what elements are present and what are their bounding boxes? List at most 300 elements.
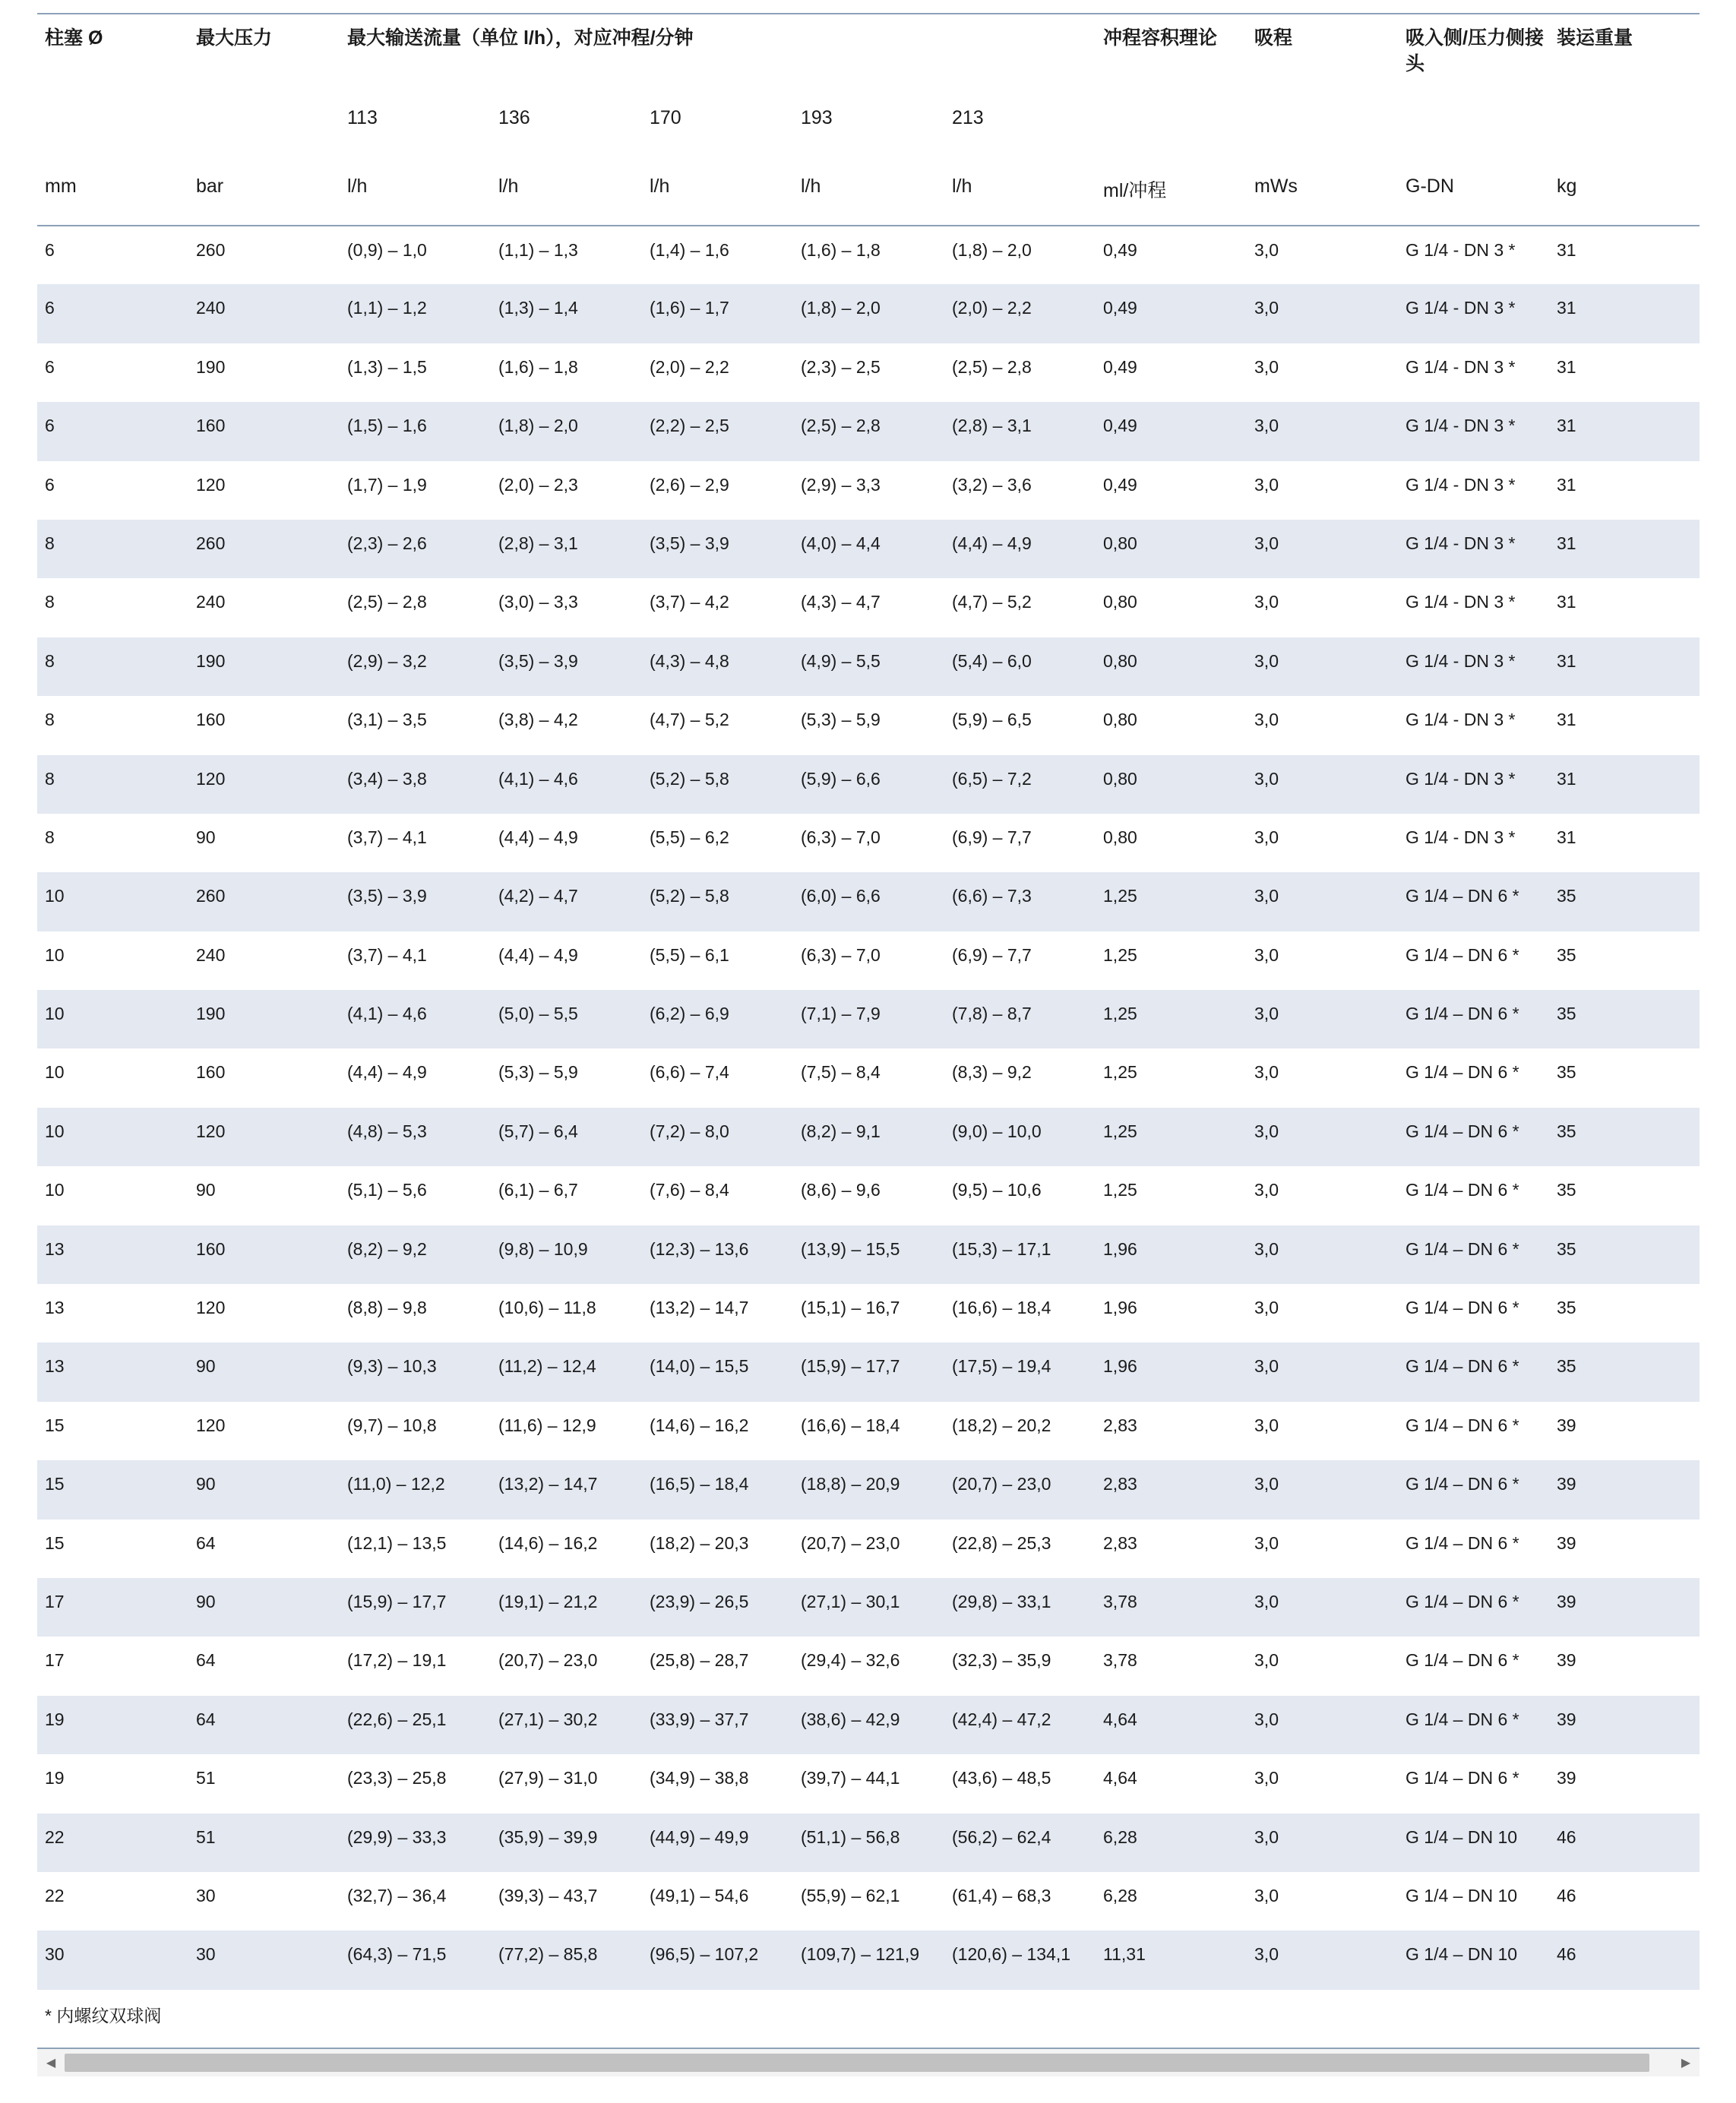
table-cell: 10 <box>45 1062 65 1083</box>
table-row <box>37 696 1700 754</box>
table-cell: (2,3) – 2,5 <box>801 356 881 377</box>
table-row <box>37 1225 1700 1284</box>
table-cell: (19,1) – 21,2 <box>491 1578 642 1637</box>
table-row <box>37 1402 1700 1460</box>
table-cell: G 1/4 – DN 6 * <box>1398 1460 1549 1519</box>
table-cell: 3,0 <box>1247 872 1398 931</box>
table-cell: (29,4) – 32,6 <box>801 1650 900 1671</box>
header-stroke-170: 170 <box>650 107 681 128</box>
table-cell: 6,28 <box>1103 1885 1137 1905</box>
table-cell: (23,9) – 26,5 <box>642 1578 793 1637</box>
table-cell: (5,1) – 5,6 <box>347 1180 427 1200</box>
header-stroke-193: 193 <box>801 107 833 128</box>
table-cell: 3,0 <box>1247 520 1398 578</box>
table-cell: 3,0 <box>1254 1532 1279 1553</box>
table-cell: G 1/4 – DN 6 * <box>1406 1532 1519 1553</box>
table-cell: 0,80 <box>1096 755 1247 814</box>
table-cell: 3,0 <box>1247 990 1398 1048</box>
header-max-flow: 最大输送流量（单位 l/h），对应冲程/分钟 <box>347 27 694 49</box>
table-cell: 35 <box>1557 1180 1576 1200</box>
table-cell: (13,9) – 15,5 <box>793 1225 944 1284</box>
table-cell: (3,8) – 4,2 <box>498 710 578 730</box>
table-cell: G 1/4 – DN 10 <box>1398 1931 1549 1989</box>
table-cell: (2,5) – 2,8 <box>793 402 944 460</box>
table-cell: 51 <box>196 1768 216 1788</box>
table-cell: 46 <box>1549 1814 1700 1872</box>
table-cell: 0,49 <box>1103 474 1137 495</box>
table-body <box>37 226 1700 1990</box>
table-cell: 35 <box>1557 1062 1576 1083</box>
table-cell: G 1/4 - DN 3 * <box>1398 284 1549 343</box>
table-cell: G 1/4 – DN 6 * <box>1398 1342 1549 1401</box>
table-cell: (3,1) – 3,5 <box>347 710 427 730</box>
table-cell: 13 <box>37 1342 188 1401</box>
table-cell: 10 <box>37 872 188 931</box>
table-cell: (9,7) – 10,8 <box>347 1415 437 1435</box>
table-cell: (4,1) – 4,6 <box>491 755 642 814</box>
table-row <box>37 284 1700 343</box>
table-cell: 17 <box>37 1578 188 1637</box>
table-cell: (5,5) – 6,2 <box>650 827 729 847</box>
table-cell: (1,5) – 1,6 <box>340 402 491 460</box>
table-cell: G 1/4 – DN 6 * <box>1406 1768 1519 1788</box>
table-cell: (3,7) – 4,1 <box>347 944 427 965</box>
table-cell: (8,6) – 9,6 <box>801 1180 881 1200</box>
table-cell: 190 <box>196 356 226 377</box>
table-cell: (13,2) – 14,7 <box>491 1460 642 1519</box>
table-cell: (55,9) – 62,1 <box>801 1885 900 1905</box>
unit-cell: G-DN <box>1398 166 1549 226</box>
table-cell: 1,25 <box>1103 1180 1137 1200</box>
table-cell: 31 <box>1557 474 1576 495</box>
unit-cell: l/h <box>491 166 642 226</box>
table-cell: (5,3) – 5,9 <box>801 710 881 730</box>
table-cell: 3,0 <box>1254 1415 1279 1435</box>
table-cell: 10 <box>37 1108 188 1166</box>
table-cell: (8,2) – 9,2 <box>340 1225 491 1284</box>
table-cell: 240 <box>196 944 226 965</box>
table-cell: (44,9) – 49,9 <box>642 1814 793 1872</box>
table-cell: 120 <box>196 474 226 495</box>
table-cell: 22 <box>45 1885 65 1905</box>
table-cell: 15 <box>45 1532 65 1553</box>
table-cell: (8,2) – 9,1 <box>793 1108 944 1166</box>
table-cell: (11,6) – 12,9 <box>498 1415 596 1435</box>
table-cell: 39 <box>1549 1578 1700 1637</box>
table-cell: 3,0 <box>1254 1298 1279 1318</box>
table-cell: (64,3) – 71,5 <box>340 1931 491 1989</box>
table-cell: 11,31 <box>1096 1931 1247 1989</box>
table-cell: 2,83 <box>1103 1415 1137 1435</box>
table-cell: 19 <box>37 1696 188 1754</box>
table-row <box>37 578 1700 637</box>
table-cell: 6 <box>45 474 55 495</box>
table-cell: 0,49 <box>1096 402 1247 460</box>
table-cell: 1,25 <box>1096 990 1247 1048</box>
table-cell: (4,0) – 4,4 <box>793 520 944 578</box>
table-cell: (11,0) – 12,2 <box>340 1460 491 1519</box>
table-cell: 17 <box>45 1650 65 1671</box>
scroll-right-icon[interactable]: ▶ <box>1681 2056 1691 2070</box>
table-row <box>37 1108 1700 1166</box>
table-cell: 3,0 <box>1247 1814 1398 1872</box>
header-stroke-213: 213 <box>952 107 984 128</box>
table-cell: (22,6) – 25,1 <box>340 1696 491 1754</box>
table-cell: G 1/4 - DN 3 * <box>1398 637 1549 696</box>
table-cell: 19 <box>45 1768 65 1788</box>
table-cell: (35,9) – 39,9 <box>491 1814 642 1872</box>
table-cell: G 1/4 - DN 3 * <box>1406 592 1516 612</box>
table-cell: (16,6) – 18,4 <box>801 1415 900 1435</box>
table-row <box>37 1754 1700 1813</box>
table-cell: 3,0 <box>1254 1062 1279 1083</box>
table-cell: G 1/4 - DN 3 * <box>1406 710 1516 730</box>
table-cell: (51,1) – 56,8 <box>793 1814 944 1872</box>
table-cell: 1,25 <box>1096 872 1247 931</box>
table-cell: 31 <box>1549 755 1700 814</box>
table-cell: (5,0) – 5,5 <box>491 990 642 1048</box>
table-cell: (2,8) – 3,1 <box>491 520 642 578</box>
table-cell: 31 <box>1557 710 1576 730</box>
table-cell: 0,80 <box>1096 637 1247 696</box>
table-cell: (6,5) – 7,2 <box>944 755 1096 814</box>
table-cell: G 1/4 – DN 10 <box>1406 1885 1518 1905</box>
table-cell: (18,2) – 20,3 <box>650 1532 749 1553</box>
header-connection: 吸入侧/压力侧接头 <box>1406 27 1544 74</box>
table-cell: 160 <box>188 402 340 460</box>
table-cell: (42,4) – 47,2 <box>944 1696 1096 1754</box>
table-cell: 0,49 <box>1096 284 1247 343</box>
table-row <box>37 343 1700 402</box>
table-cell: (10,6) – 11,8 <box>498 1298 596 1318</box>
table-cell: (5,4) – 6,0 <box>944 637 1096 696</box>
table-cell: 22 <box>37 1814 188 1872</box>
table-cell: (20,7) – 23,0 <box>944 1460 1096 1519</box>
table-cell: 39 <box>1557 1768 1576 1788</box>
table-cell: (25,8) – 28,7 <box>650 1650 749 1671</box>
table-cell: 6 <box>37 284 188 343</box>
table-cell: 3,0 <box>1254 710 1279 730</box>
table-cell: (3,2) – 3,6 <box>952 474 1032 495</box>
table-cell: (2,9) – 3,3 <box>801 474 881 495</box>
table-cell: (2,8) – 3,1 <box>944 402 1096 460</box>
table-cell: 120 <box>196 1415 226 1435</box>
table-cell: (16,6) – 18,4 <box>952 1298 1051 1318</box>
table-row <box>37 1460 1700 1519</box>
table-cell: (11,2) – 12,4 <box>491 1342 642 1401</box>
table-cell: 30 <box>196 1885 216 1905</box>
table-cell: 3,0 <box>1247 1931 1398 1989</box>
table-cell: 3,0 <box>1247 1225 1398 1284</box>
table-cell: (14,6) – 16,2 <box>498 1532 598 1553</box>
table-cell: (6,9) – 7,7 <box>952 827 1032 847</box>
table-cell: (12,1) – 13,5 <box>347 1532 447 1553</box>
table-cell: G 1/4 - DN 3 * <box>1406 356 1516 377</box>
unit-cell: l/h <box>642 166 793 226</box>
table-cell: (1,8) – 2,0 <box>952 240 1032 260</box>
unit-cell: mm <box>37 166 188 226</box>
table-cell: 2,83 <box>1103 1532 1137 1553</box>
table-cell: (2,0) – 2,3 <box>498 474 578 495</box>
table-cell: (32,7) – 36,4 <box>347 1885 447 1905</box>
table-cell: 1,96 <box>1096 1342 1247 1401</box>
unit-cell: ml/冲程 <box>1096 166 1247 226</box>
table-cell: 160 <box>188 1225 340 1284</box>
table-cell: (14,0) – 15,5 <box>642 1342 793 1401</box>
table-cell: (4,1) – 4,6 <box>340 990 491 1048</box>
table-cell: 39 <box>1549 1460 1700 1519</box>
table-cell: G 1/4 – DN 10 <box>1398 1814 1549 1872</box>
table-cell: 13 <box>45 1298 65 1318</box>
table-cell: 10 <box>45 1180 65 1200</box>
table-cell: 31 <box>1557 592 1576 612</box>
table-cell: (4,7) – 5,2 <box>952 592 1032 612</box>
table-cell: 31 <box>1557 827 1576 847</box>
table-cell: (16,5) – 18,4 <box>642 1460 793 1519</box>
table-cell: 3,0 <box>1254 1885 1279 1905</box>
table-cell: (7,2) – 8,0 <box>642 1108 793 1166</box>
table-cell: 15 <box>45 1415 65 1435</box>
table-cell: (4,4) – 4,9 <box>498 944 578 965</box>
table-cell: (8,3) – 9,2 <box>952 1062 1032 1083</box>
table-cell: G 1/4 – DN 6 * <box>1398 1696 1549 1754</box>
table-row <box>37 931 1700 990</box>
header-stroke-136: 136 <box>498 107 530 128</box>
table-row <box>37 1048 1700 1107</box>
table-cell: 1,25 <box>1103 944 1137 965</box>
table-cell: 31 <box>1549 402 1700 460</box>
table-cell: (6,3) – 7,0 <box>801 944 881 965</box>
scrollbar-thumb[interactable] <box>65 2054 1649 2072</box>
table-cell: (20,7) – 23,0 <box>801 1532 900 1553</box>
table-cell: 46 <box>1557 1885 1576 1905</box>
table-cell: (120,6) – 134,1 <box>944 1931 1096 1989</box>
table-cell: (5,9) – 6,5 <box>952 710 1032 730</box>
table-cell: 120 <box>188 1108 340 1166</box>
unit-cell: kg <box>1549 166 1700 226</box>
table-cell: (6,2) – 6,9 <box>642 990 793 1048</box>
table-cell: 31 <box>1549 520 1700 578</box>
table-cell: 3,78 <box>1096 1578 1247 1637</box>
table-cell: (6,6) – 7,4 <box>650 1062 729 1083</box>
table-cell: 64 <box>196 1532 216 1553</box>
unit-cell: l/h <box>944 166 1096 226</box>
table-cell: 260 <box>188 872 340 931</box>
table-cell: (77,2) – 85,8 <box>491 1931 642 1989</box>
table-cell: (12,3) – 13,6 <box>642 1225 793 1284</box>
table-cell: (9,3) – 10,3 <box>340 1342 491 1401</box>
table-cell: 35 <box>1549 1108 1700 1166</box>
table-cell: 3,0 <box>1247 284 1398 343</box>
table-cell: 3,0 <box>1254 356 1279 377</box>
table-cell: 35 <box>1557 944 1576 965</box>
table-cell: (4,4) – 4,9 <box>944 520 1096 578</box>
table-cell: 3,0 <box>1254 592 1279 612</box>
table-cell: 120 <box>188 755 340 814</box>
table-cell: 260 <box>196 240 226 260</box>
table-cell: (1,4) – 1,6 <box>650 240 729 260</box>
table-cell: (109,7) – 121,9 <box>793 1931 944 1989</box>
table-cell: (49,1) – 54,6 <box>650 1885 749 1905</box>
table-cell: G 1/4 – DN 6 * <box>1398 990 1549 1048</box>
table-cell: 8 <box>37 637 188 696</box>
table-row <box>37 637 1700 696</box>
table-cell: 3,0 <box>1254 827 1279 847</box>
table-cell: (1,7) – 1,9 <box>347 474 427 495</box>
table-cell: 13 <box>37 1225 188 1284</box>
table-cell: 3,0 <box>1254 1180 1279 1200</box>
table-cell: (4,2) – 4,7 <box>491 872 642 931</box>
table-cell: 190 <box>188 637 340 696</box>
footnote: * 内螺纹双球阀 <box>45 2005 162 2026</box>
table-cell: (5,2) – 5,8 <box>642 872 793 931</box>
table-row <box>37 990 1700 1048</box>
table-cell: G 1/4 - DN 3 * <box>1406 474 1516 495</box>
table-cell: 39 <box>1557 1415 1576 1435</box>
table-cell: 1,25 <box>1103 1062 1137 1083</box>
table-cell: 0,80 <box>1103 592 1137 612</box>
table-cell: 64 <box>188 1696 340 1754</box>
table-cell: (2,5) – 2,8 <box>347 592 427 612</box>
table-cell: 39 <box>1557 1650 1576 1671</box>
table-cell: (0,9) – 1,0 <box>347 240 427 260</box>
table-row <box>37 1931 1700 1989</box>
table-cell: 6 <box>45 240 55 260</box>
table-cell: 160 <box>196 710 226 730</box>
table-cell: (1,3) – 1,4 <box>491 284 642 343</box>
table-row <box>37 814 1700 872</box>
data-table-container <box>37 13 1700 2076</box>
unit-cell: l/h <box>340 166 491 226</box>
table-cell: (3,5) – 3,9 <box>340 872 491 931</box>
table-cell: (2,5) – 2,8 <box>952 356 1032 377</box>
table-cell: 3,78 <box>1103 1650 1137 1671</box>
table-cell: 8 <box>45 592 55 612</box>
table-cell: (15,9) – 17,7 <box>340 1578 491 1637</box>
table-cell: 3,0 <box>1247 402 1398 460</box>
table-cell: (18,2) – 20,2 <box>952 1415 1051 1435</box>
table-cell: 160 <box>196 1062 226 1083</box>
table-cell: (7,8) – 8,7 <box>944 990 1096 1048</box>
table-cell: 90 <box>196 1180 216 1200</box>
scroll-left-icon[interactable]: ◀ <box>46 2056 56 2070</box>
table-cell: (1,6) – 1,8 <box>498 356 578 377</box>
table-cell: 0,49 <box>1103 240 1137 260</box>
table-row <box>37 872 1700 931</box>
table-cell: 8 <box>45 710 55 730</box>
horizontal-scrollbar[interactable] <box>37 2049 1700 2076</box>
table-cell: 35 <box>1549 1225 1700 1284</box>
table-cell: 90 <box>188 1578 340 1637</box>
table-cell: (43,6) – 48,5 <box>952 1768 1051 1788</box>
header-row-strokes <box>37 104 1700 166</box>
table-cell: (3,0) – 3,3 <box>498 592 578 612</box>
table-cell: 3,0 <box>1247 1696 1398 1754</box>
table-cell: (39,3) – 43,7 <box>498 1885 598 1905</box>
table-cell: (17,2) – 19,1 <box>347 1650 447 1671</box>
table-cell: 2,83 <box>1096 1460 1247 1519</box>
table-cell: (33,9) – 37,7 <box>642 1696 793 1754</box>
table-cell: (15,3) – 17,1 <box>944 1225 1096 1284</box>
table-cell: 64 <box>196 1650 216 1671</box>
table-cell: (34,9) – 38,8 <box>650 1768 749 1788</box>
table-cell: (3,5) – 3,9 <box>491 637 642 696</box>
table-cell: (2,9) – 3,2 <box>340 637 491 696</box>
table-cell: (15,9) – 17,7 <box>793 1342 944 1401</box>
table-row <box>37 1578 1700 1637</box>
table-cell: (7,6) – 8,4 <box>650 1180 729 1200</box>
table-cell: 3,0 <box>1247 637 1398 696</box>
table-cell: (1,1) – 1,2 <box>340 284 491 343</box>
table-cell: G 1/4 - DN 3 * <box>1398 755 1549 814</box>
table-cell: G 1/4 – DN 6 * <box>1406 1180 1519 1200</box>
table-cell: 35 <box>1549 1342 1700 1401</box>
table-cell: (5,7) – 6,4 <box>491 1108 642 1166</box>
table-cell: (27,1) – 30,1 <box>793 1578 944 1637</box>
table-cell: 35 <box>1557 1298 1576 1318</box>
table-cell: (56,2) – 62,4 <box>944 1814 1096 1872</box>
table-cell: 30 <box>188 1931 340 1989</box>
table-cell: (2,0) – 2,2 <box>944 284 1096 343</box>
table-cell: 260 <box>188 520 340 578</box>
table-row <box>37 1696 1700 1754</box>
pump-spec-table <box>37 14 1700 1990</box>
table-cell: (1,1) – 1,3 <box>498 240 578 260</box>
table-row <box>37 1166 1700 1225</box>
table-cell: G 1/4 – DN 6 * <box>1398 1578 1549 1637</box>
table-row <box>37 1872 1700 1931</box>
table-cell: 6 <box>45 356 55 377</box>
table-cell: (15,1) – 16,7 <box>801 1298 900 1318</box>
table-cell: 51 <box>188 1814 340 1872</box>
table-cell: (2,2) – 2,5 <box>642 402 793 460</box>
table-cell: (38,6) – 42,9 <box>793 1696 944 1754</box>
table-row <box>37 520 1700 578</box>
table-cell: (8,8) – 9,8 <box>347 1298 427 1318</box>
table-row <box>37 1520 1700 1578</box>
table-cell: (3,4) – 3,8 <box>340 755 491 814</box>
table-cell: 3,0 <box>1254 474 1279 495</box>
table-cell: (3,7) – 4,1 <box>347 827 427 847</box>
header-row-labels <box>37 14 1700 104</box>
table-cell: 35 <box>1549 990 1700 1048</box>
table-cell: (9,5) – 10,6 <box>952 1180 1042 1200</box>
table-cell: (1,8) – 2,0 <box>491 402 642 460</box>
table-cell: (4,7) – 5,2 <box>650 710 729 730</box>
table-cell: (9,0) – 10,0 <box>944 1108 1096 1166</box>
table-cell: (20,7) – 23,0 <box>498 1650 598 1671</box>
table-cell: (27,1) – 30,2 <box>491 1696 642 1754</box>
table-cell: G 1/4 – DN 6 * <box>1406 944 1519 965</box>
table-cell: (13,2) – 14,7 <box>650 1298 749 1318</box>
table-cell: 240 <box>188 284 340 343</box>
table-cell: 39 <box>1557 1532 1576 1553</box>
table-cell: G 1/4 – DN 6 * <box>1398 872 1549 931</box>
table-cell: G 1/4 – DN 6 * <box>1398 1225 1549 1284</box>
table-cell: 30 <box>37 1931 188 1989</box>
table-cell: G 1/4 - DN 3 * <box>1398 520 1549 578</box>
table-row <box>37 226 1700 284</box>
header-suction-lift: 吸程 <box>1254 27 1293 49</box>
table-cell: (2,0) – 2,2 <box>650 356 729 377</box>
table-cell: 10 <box>45 944 65 965</box>
table-cell: (4,3) – 4,7 <box>801 592 881 612</box>
table-cell: (4,4) – 4,9 <box>498 827 578 847</box>
table-row <box>37 1637 1700 1695</box>
table-cell: (5,5) – 6,1 <box>650 944 729 965</box>
table-cell: 3,0 <box>1254 240 1279 260</box>
table-cell: 0,80 <box>1096 520 1247 578</box>
